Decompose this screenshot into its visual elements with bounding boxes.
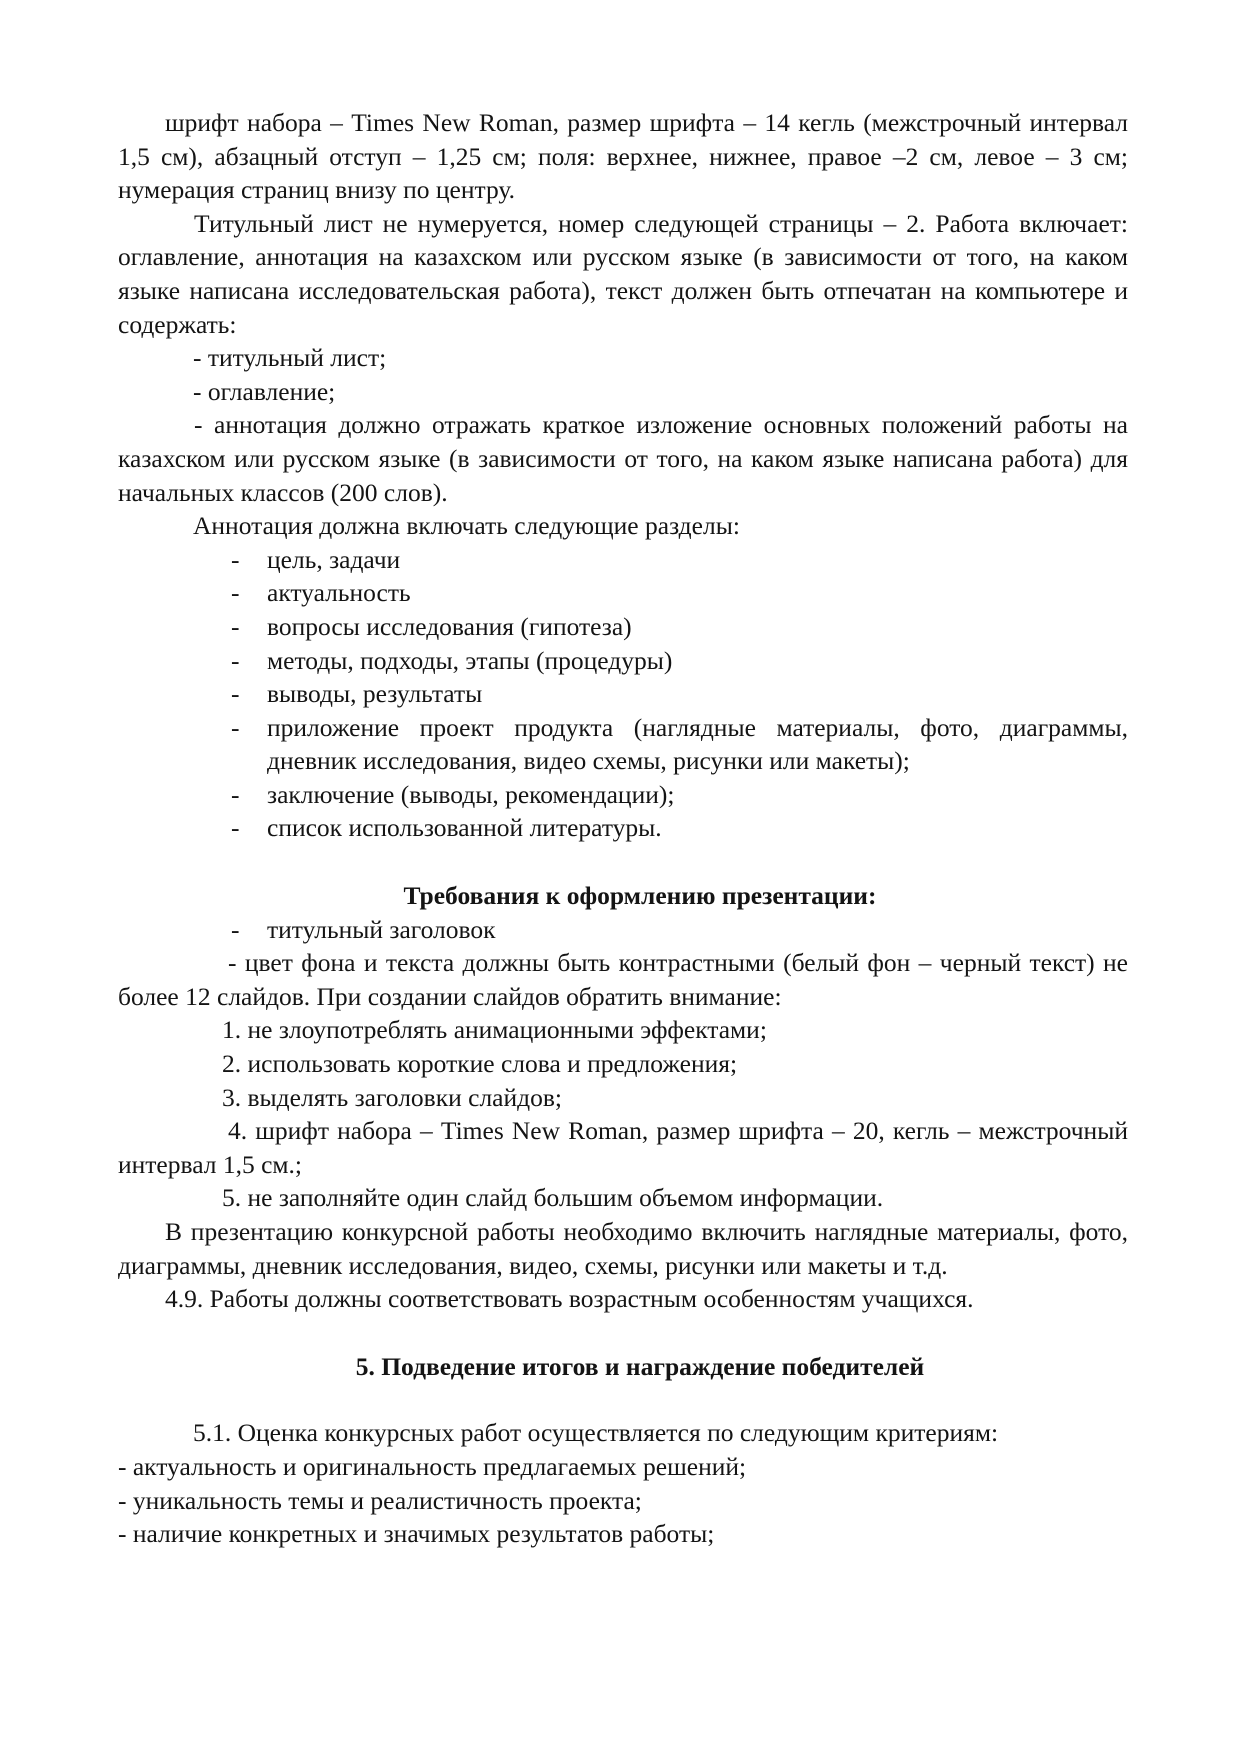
list-item <box>118 610 1128 644</box>
presentation-contrast: - цвет фона и текста должны быть контрастными (белый фон – черный текст) не более 12 слайдов. При создании слайдов обратить внимание: <box>118 948 1128 1011</box>
list-item-text: список использованной литературы. <box>267 813 662 843</box>
section-5-heading: 5. Подведение итогов и награждение победителей <box>355 1351 925 1381</box>
dash-bullet: - <box>231 914 240 944</box>
criteria-item: - уникальность темы и реалистичность проекта; <box>118 1485 642 1515</box>
numbered-item: 2. использовать короткие слова и предложения; <box>222 1049 738 1079</box>
list-item-text: приложение проект продукта (наглядные материалы, фото, диаграммы, дневник исследования, видео схемы, рисунки или макеты); <box>267 712 1128 776</box>
list-item-text: титульный заголовок <box>267 914 496 944</box>
dash-bullet: - <box>231 679 240 709</box>
criteria-item: - наличие конкретных и значимых результатов работы; <box>118 1519 715 1549</box>
paragraph-font-rules: шрифт набора – Times New Roman, размер шрифта – 14 кегль (межстрочный интервал 1,5 см), абзацный отступ – 1,25 см; поля: верхнее, нижнее, правое –2 см, левое – 3 см; нумерация страниц внизу по центру. <box>118 108 1128 205</box>
numbered-item: 3. выделять заголовки слайдов; <box>222 1082 562 1112</box>
list-item-title-page: - титульный лист; <box>193 343 387 373</box>
dash-bullet: - <box>231 578 240 608</box>
list-item <box>118 576 1128 610</box>
list-item-text: методы, подходы, этапы (процедуры) <box>267 645 673 675</box>
paragraph-materials: В презентацию конкурсной работы необходимо включить наглядные материалы, фото, диаграммы, дневник исследования, видео, схемы, рисунки или макеты и т.д. <box>118 1217 1128 1280</box>
list-item <box>118 811 1128 845</box>
document-page <box>118 106 1128 1551</box>
list-item <box>118 711 1128 778</box>
dash-bullet: - <box>231 645 240 675</box>
presentation-heading: Требования к оформлению презентации: <box>403 881 877 911</box>
paragraph-title-page: Титульный лист не нумеруется, номер следующей страницы – 2. Работа включает: оглавление, аннотация на казахском или русском языке (в зависимости от того, на каком языке написана исследовательская работа), текст должен быть отпечатан на компьютере и содержать: <box>118 208 1128 339</box>
criteria-intro: 5.1. Оценка конкурсных работ осуществляется по следующим критериям: <box>193 1418 999 1448</box>
list-item <box>118 778 1128 812</box>
annotation-sections-list <box>118 543 1128 845</box>
list-item-text: вопросы исследования (гипотеза) <box>267 611 632 641</box>
criteria-item: - актуальность и оригинальность предлагаемых решений; <box>118 1451 747 1481</box>
numbered-item: 4. шрифт набора – Times New Roman, размер шрифта – 20, кегль – межстрочный интервал 1,5 см.; <box>118 1116 1128 1179</box>
presentation-item-title <box>118 913 1128 947</box>
annotation-intro: Аннотация должна включать следующие разделы: <box>193 511 740 541</box>
dash-bullet: - <box>231 779 240 809</box>
paragraph-age: 4.9. Работы должны соответствовать возрастным особенностям учащихся. <box>165 1284 974 1314</box>
list-item-text: цель, задачи <box>267 544 401 574</box>
list-item-toc: - оглавление; <box>193 376 336 406</box>
dash-bullet: - <box>231 813 240 843</box>
list-item-annotation: - аннотация должно отражать краткое изложение основных положений работы на казахском или русском языке (в зависимости от того, на каком языке написана работа) для начальных классов (200 слов). <box>118 410 1128 507</box>
numbered-item: 5. не заполняйте один слайд большим объемом информации. <box>222 1183 884 1213</box>
list-item-text: выводы, результаты <box>267 679 483 709</box>
list-item-text: актуальность <box>267 578 411 608</box>
dash-bullet: - <box>231 712 240 742</box>
list-item-text: заключение (выводы, рекомендации); <box>267 779 675 809</box>
numbered-item: 1. не злоупотреблять анимационными эффектами; <box>222 1015 767 1045</box>
list-item <box>118 677 1128 711</box>
list-item <box>118 543 1128 577</box>
dash-bullet: - <box>231 544 240 574</box>
criteria-list <box>118 1450 1128 1551</box>
dash-bullet: - <box>231 611 240 641</box>
presentation-rules-list <box>118 1013 1128 1215</box>
list-item <box>118 644 1128 678</box>
